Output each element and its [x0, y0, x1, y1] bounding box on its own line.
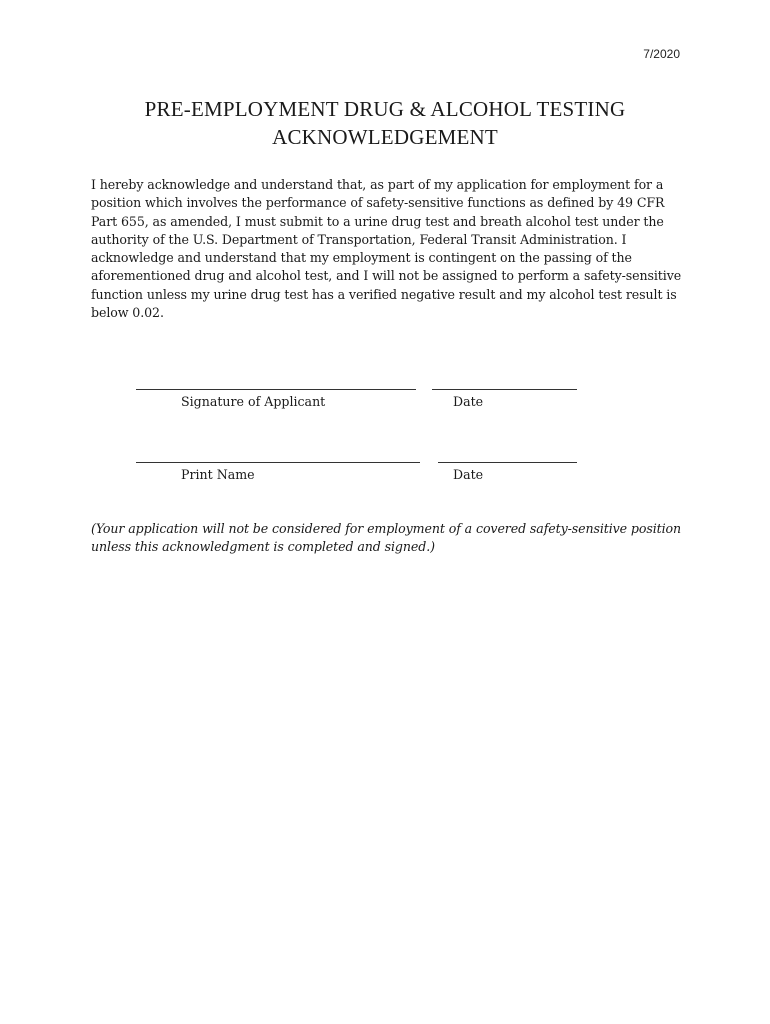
revision-date: 7/2020	[643, 47, 680, 61]
print-name-line[interactable]	[136, 462, 420, 463]
document-title	[0, 95, 770, 151]
print-name-label: Print Name	[181, 467, 255, 482]
title-line-1: PRE-EMPLOYMENT DRUG & ALCOHOL TESTING	[144, 97, 626, 121]
footer-note: (Your application will not be considered for employment of a covered safety-sensitive position unless this acknowledgment is completed and signed.)	[91, 521, 682, 555]
signature-label: Signature of Applicant	[181, 394, 326, 409]
signature-line[interactable]	[136, 389, 416, 390]
print-name-date-label: Date	[453, 467, 484, 482]
signature-date-label: Date	[453, 394, 484, 409]
signature-date-line[interactable]	[432, 389, 577, 390]
title-line-2: ACKNOWLEDGEMENT	[272, 125, 498, 149]
print-name-date-line[interactable]	[438, 462, 577, 463]
acknowledgement-paragraph: I hereby acknowledge and understand that, as part of my application for employment for a position which involves the performance of safety-sensitive functions as defined by 49 CFR Part 655, as amended, I must submit to a urine drug test and breath alcohol test under the authority of the U.S. Department of Transportation, Federal Transit Administration. I acknowledge and understand that my employment is contingent on the passing of the aforementioned drug and alcohol test, and I will not be assigned to perform a safety-sensitive function unless my urine drug test has a verified negative result and my alcohol test result is below 0.02.	[91, 177, 682, 321]
